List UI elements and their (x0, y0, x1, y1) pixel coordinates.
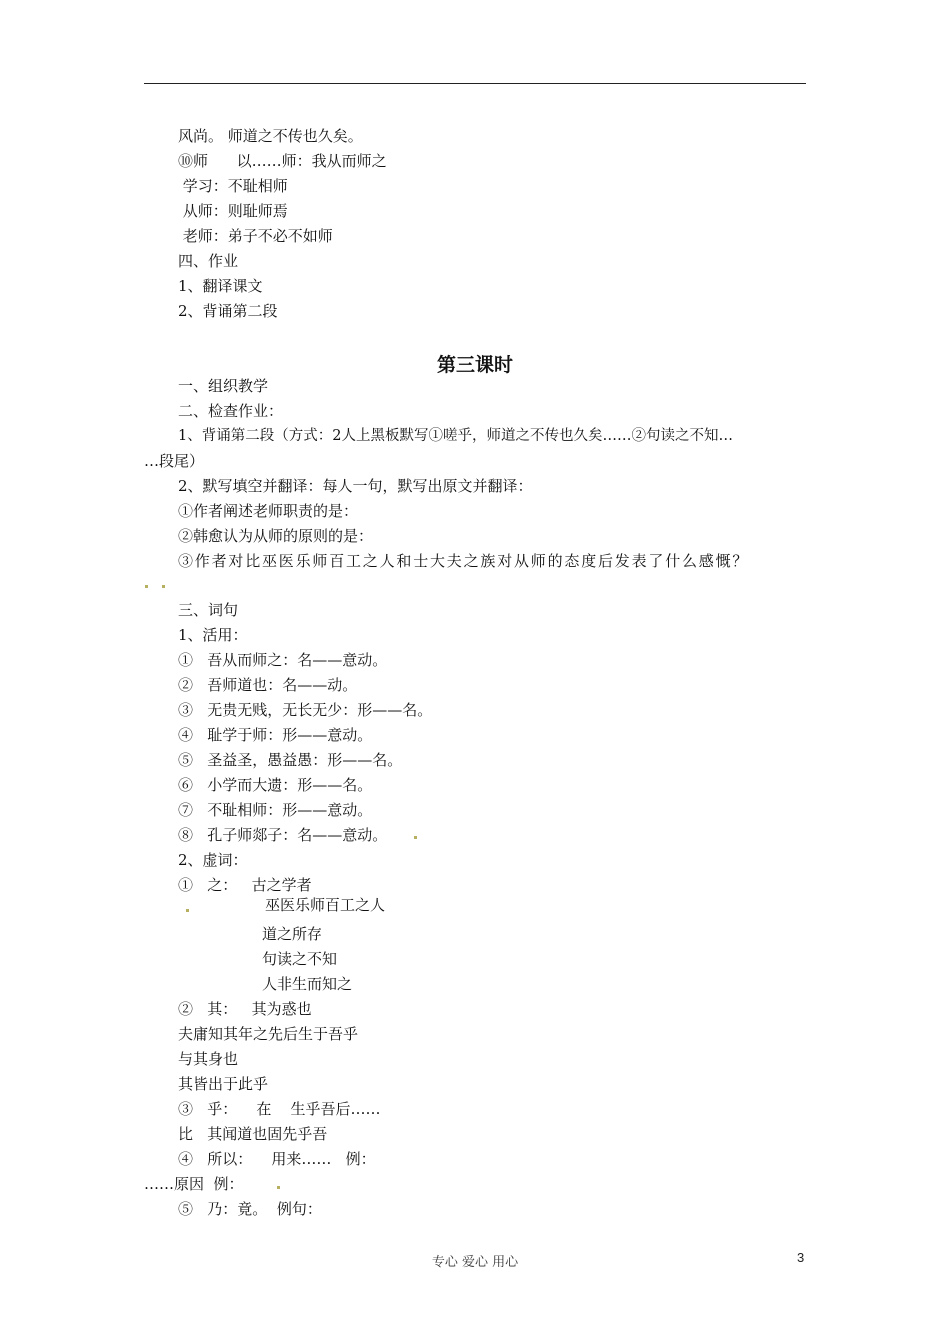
text-line: 1、活用： (178, 626, 248, 644)
header-rule (144, 83, 806, 84)
text-line: ③作者对比巫医乐师百工之人和士大夫之族对从师的态度后发表了什么感慨？ (178, 552, 750, 570)
text-line: 2、虚词： (178, 851, 248, 869)
text-line: 夫庸知其年之先后生于吾乎 (178, 1025, 359, 1043)
text-line: 1、翻译课文 (178, 277, 263, 295)
speck-mark (162, 585, 165, 588)
text-line: ② 其： 其为惑也 (178, 1000, 312, 1018)
text-line: ④ 耻学于师：形——意动。 (178, 726, 373, 744)
text-line: ①作者阐述老师职责的是： (178, 502, 359, 520)
text-line: 其皆出于此乎 (178, 1075, 269, 1093)
text-line: ① 吾从而师之：名——意动。 (178, 651, 388, 669)
text-line: 2、背诵第二段 (178, 302, 278, 320)
text-line: ⑧ 孔子师郯子：名——意动。 (178, 826, 388, 844)
text-line: 老师：弟子不必不如师 (178, 227, 333, 245)
speck-mark (186, 909, 189, 912)
text-line: ⑤ 乃：竟。 例句： (178, 1200, 322, 1218)
text-line: 学习：不耻相师 (178, 177, 288, 195)
page-number: 3 (797, 1250, 805, 1265)
text-line: ④ 所以： 用来…… 例： (178, 1150, 376, 1168)
text-line: ② 吾师道也：名——动。 (178, 676, 358, 694)
text-line: 2、默写填空并翻译：每人一句，默写出原文并翻译： (178, 477, 533, 495)
text-line: ① 之： 古之学者 (178, 876, 312, 894)
text-line: ③ 乎： 在 生乎吾后…… (178, 1100, 381, 1118)
text-line: ⑩师 以……师：我从而师之 (178, 152, 387, 170)
page-footer: 专心 爱心 用心 (431, 1255, 519, 1270)
text-line: ……原因 例： (144, 1175, 244, 1193)
text-line: 1、背诵第二段（方式：2人上黑板默写①嗟乎，师道之不传也久矣……②句读之不知… (178, 428, 733, 444)
text-line: ③ 无贵无贱，无长无少：形——名。 (178, 701, 433, 719)
text-line: 比 其闻道也固先乎吾 (178, 1125, 328, 1143)
text-line: 二、检查作业： (178, 402, 284, 420)
speck-mark (145, 585, 148, 588)
text-line: 四、作业 (178, 252, 239, 270)
text-line: 道之所存 (262, 925, 323, 943)
text-line: ⑥ 小学而大遗：形——名。 (178, 776, 373, 794)
text-line: 一、组织教学 (178, 377, 269, 395)
section-title: 第三课时 (436, 354, 513, 376)
text-line: 三、词句 (178, 601, 239, 619)
text-line: 巫医乐师百工之人 (265, 896, 386, 914)
text-line: ⑤ 圣益圣，愚益愚：形——名。 (178, 751, 403, 769)
text-line: 与其身也 (178, 1050, 239, 1068)
speck-mark (414, 836, 417, 839)
text-line: 句读之不知 (262, 950, 338, 968)
text-line: …段尾） (144, 452, 205, 470)
text-line: ②韩愈认为从师的原则的是： (178, 527, 374, 545)
text-line: ⑦ 不耻相师：形——意动。 (178, 801, 373, 819)
speck-mark (277, 1186, 280, 1189)
text-line: 风尚。 师道之不传也久矣。 (178, 127, 363, 145)
text-line: 人非生而知之 (262, 975, 353, 993)
text-line: 从师：则耻师焉 (178, 202, 288, 220)
